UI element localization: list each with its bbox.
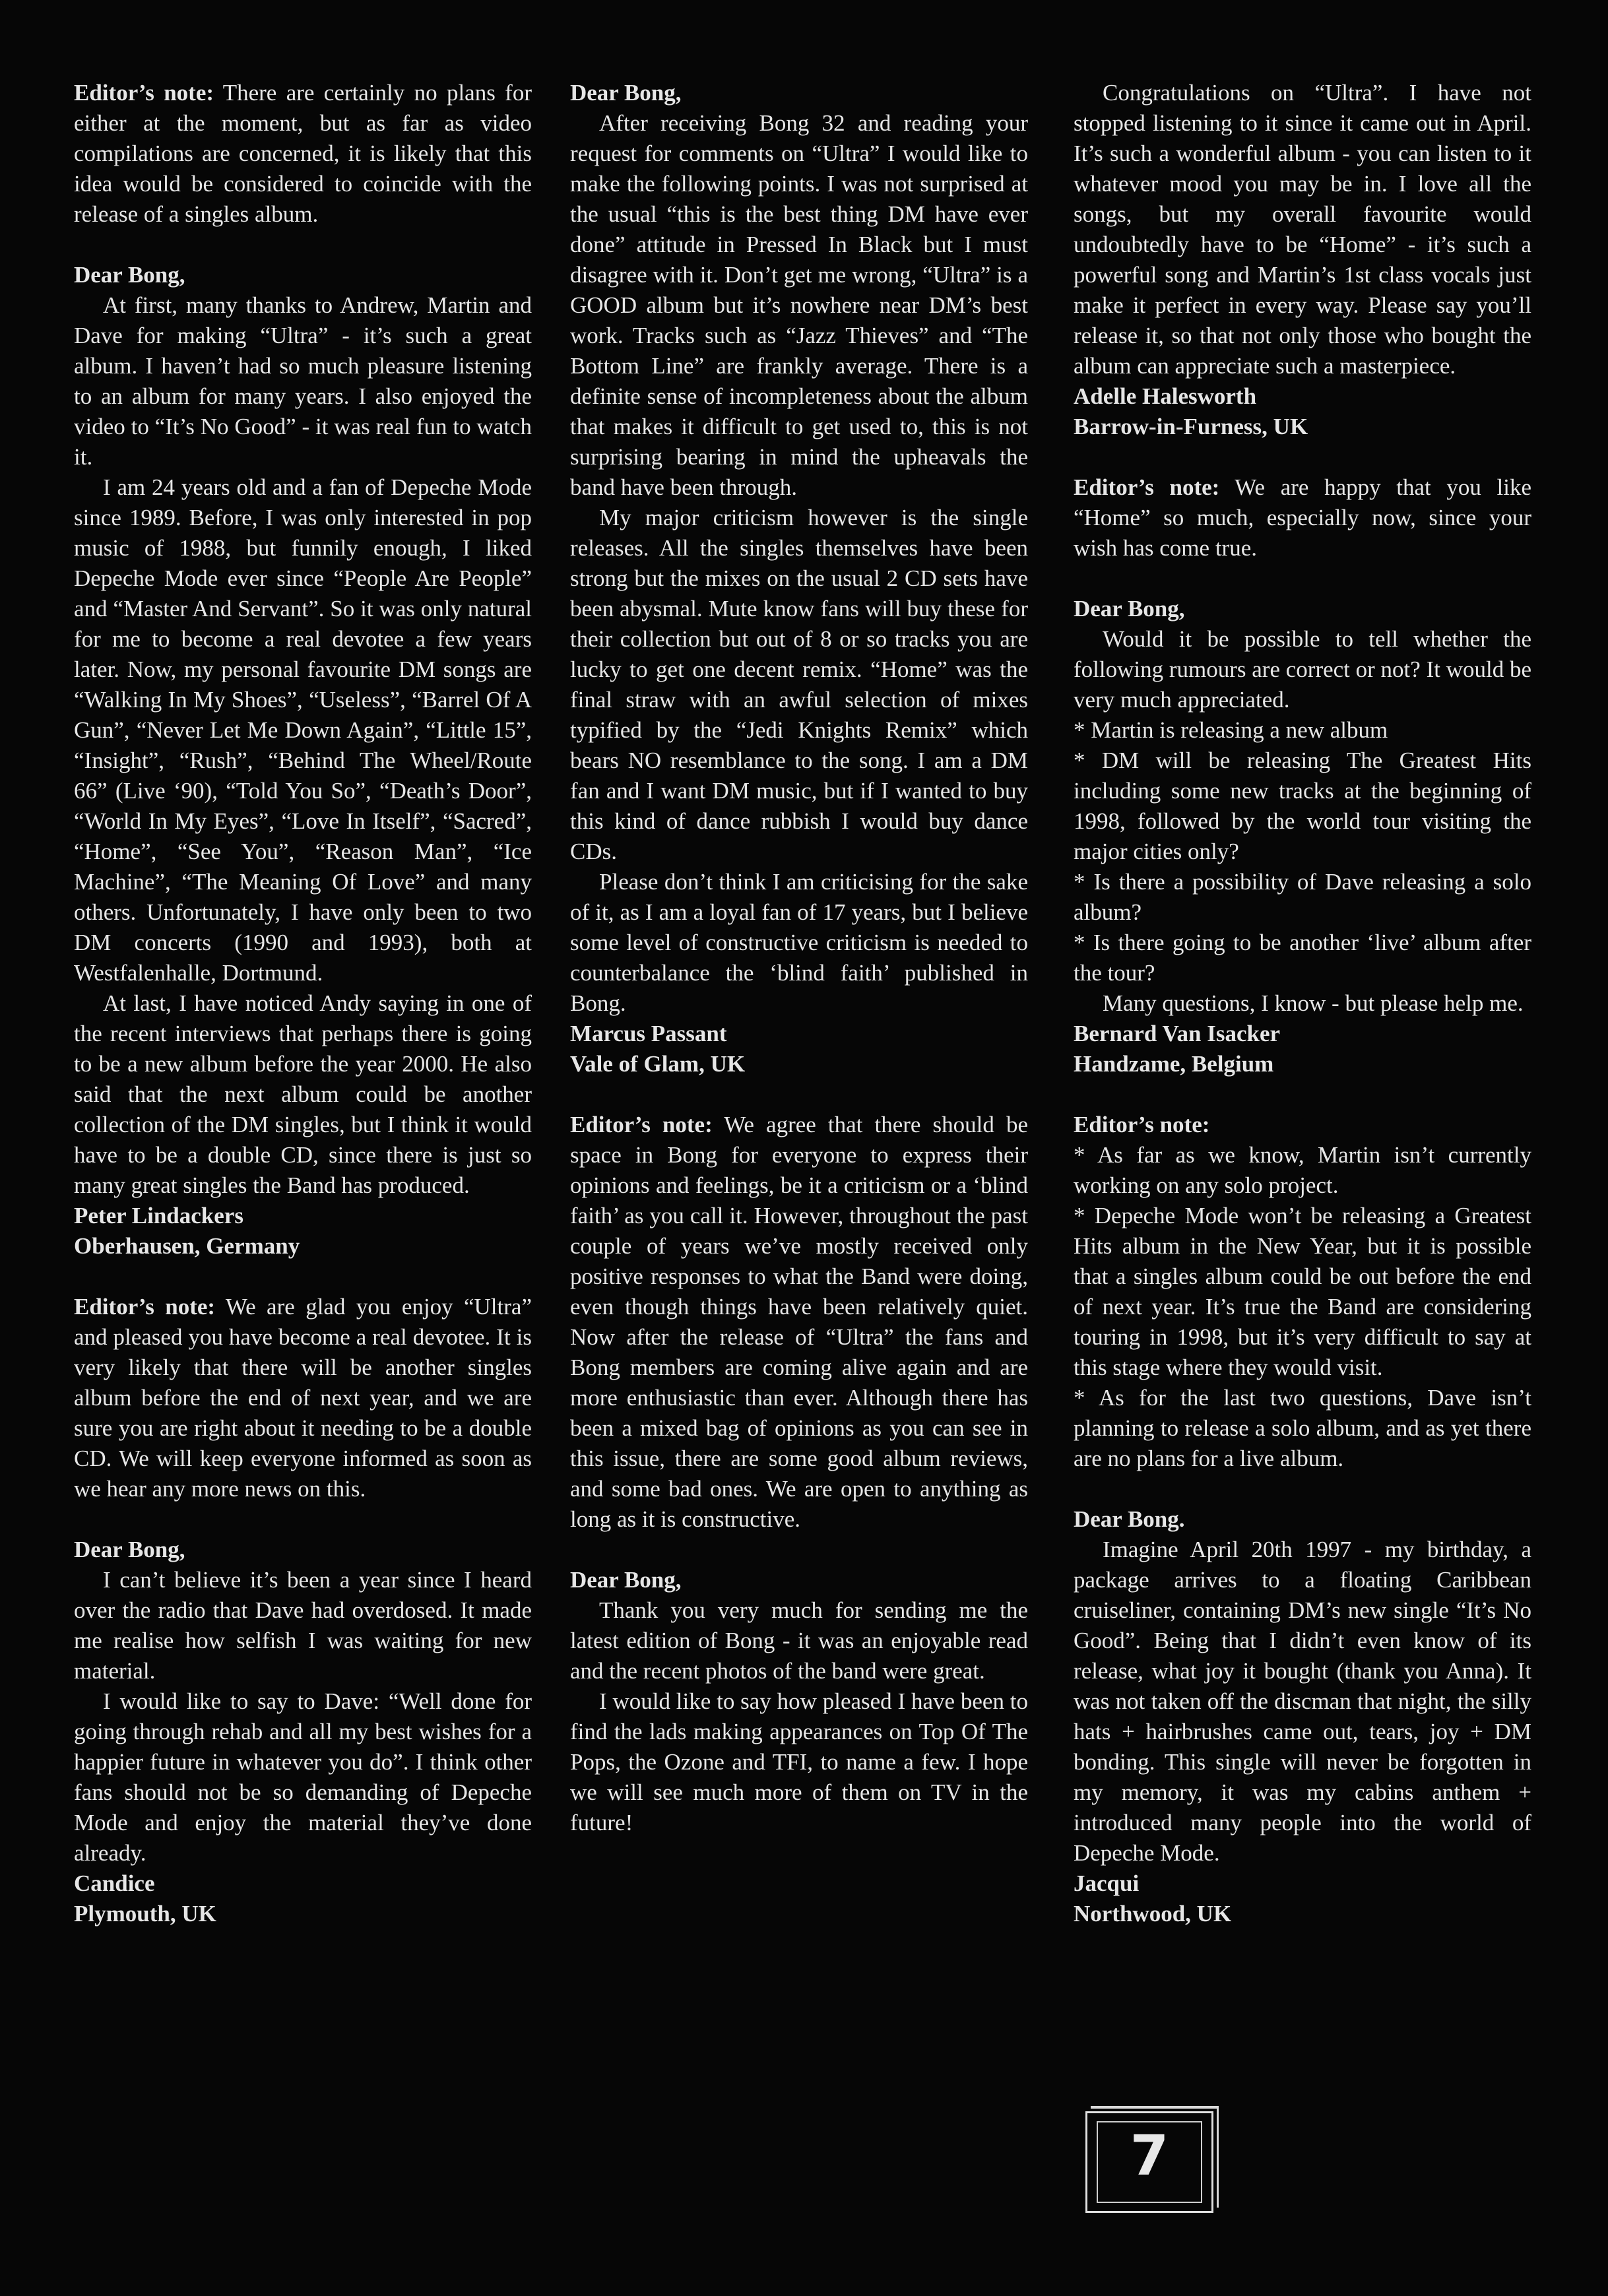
paragraph-gap [74,230,532,260]
letter-paragraph: Would it be possible to tell whether the following rumours are correct or not? It would be very much appreciated. [1074,626,1531,713]
bullet-item: * Is there a possibility of Dave releasing a solo album? [1074,869,1531,925]
letter-salutation: Dear Bong, [570,80,682,106]
letter-signature: Marcus Passant [570,1021,727,1046]
letter-signature: Adelle Halesworth [1074,383,1257,409]
bullet-item: * Is there going to be another ‘live’ album after the tour? [1074,930,1531,986]
letter-paragraph: I can’t believe it’s been a year since I heard over the radio that Dave had overdosed. It made me realise how selfish I was waiting for new material. [74,1567,532,1684]
letter-paragraph: I would like to say how pleased I have been to find the lads making appearances on Top Of The Pops, the Ozone and TFI, to name a few. I hope we will see much more of them on TV in the future! [570,1688,1028,1835]
editor-note-text: We agree that there should be space in Bong for everyone to express their opinions and feelings, be it a criticism or a ‘blind faith’ as you call it. However, throughout the past couple of years we’ve mostly received only positive responses to what the Band were doing, even though things have been relatively quiet. Now after the release of “Ultra” the fans and Bong members are coming alive again and are more enthusiastic than ever. Although there has been a mixed bag of opinions as you can see in this issue, there are some good album reviews, and some bad ones. We are open to anything as long as it is constructive. [570,1112,1028,1532]
letter-signature: Plymouth, UK [74,1901,216,1927]
letter-paragraph: Please don’t think I am criticising for the sake of it, as I am a loyal fan of 17 years, but I believe some level of constructive criticism is needed to counterbalance the ‘blind faith’ published in Bong. [570,869,1028,1016]
paragraph-gap [1074,1079,1531,1110]
letter-signature: Jacqui [1074,1870,1140,1896]
letter-signature: Peter Lindackers [74,1203,243,1228]
letter-paragraph: Congratulations on “Ultra”. I have not stopped listening to it since it came out in April. It’s such a wonderful album - you can listen to it whatever mood you may be in. I love all the songs, but my overall favourite would undoubtedly have to be “Home” - it’s such a powerful song and Martin’s 1st class vocals just make it perfect in every way. Please say you’ll release it, so that not only those who bought the album can appreciate such a masterpiece. [1074,80,1531,379]
paragraph-gap [74,1504,532,1535]
letter-salutation: Dear Bong, [74,1537,185,1562]
letter-signature: Handzame, Belgium [1074,1051,1274,1077]
page-number: 7 [1130,2123,1169,2188]
letter-signature: Oberhausen, Germany [74,1233,300,1259]
letter-salutation: Dear Bong, [570,1567,682,1593]
letter-paragraph: Thank you very much for sending me the latest edition of Bong - it was an enjoyable read and the recent photos of the band were great. [570,1597,1028,1684]
editor-note-text: We are glad you enjoy “Ultra” and pleased you have become a real devotee. It is very likely that there will be another singles album before the end of next year, and we are sure you are right about it needing to be a double CD. We will keep everyone informed as soon as we hear any more news on this. [74,1294,532,1502]
letter-signature: Candice [74,1870,155,1896]
editor-note-label: Editor’s note: [1074,474,1220,500]
letter-salutation: Dear Bong. [1074,1506,1185,1532]
editor-note-label: Editor’s note: [570,1112,713,1137]
bullet-item: * Martin is releasing a new album [1074,717,1388,743]
paragraph-gap [1074,1474,1531,1504]
paragraph-gap [74,1261,532,1292]
editor-note-label: Editor’s note: [74,1294,216,1320]
column-left [74,78,532,1929]
editor-note [570,1110,1028,1535]
letter-paragraph: I am 24 years old and a fan of Depeche Mode since 1989. Before, I was only interested in pop music of 1988, but funnily enough, I liked Depeche Mode ever since “People Are People” and “Master And Servant”. So it was only natural for me to become a real devotee a few years later. Now, my personal favourite DM songs are “Walking In My Shoes”, “Useless”, “Barrel Of A Gun”, “Never Let Me Down Again”, “Little 15”, “Insight”, “Rush”, “Behind The Wheel/Route 66” (Live ‘90), “Told You So”, “Death’s Door”, “World In My Eyes”, “Love In Itself”, “Sacred”, “Home”, “See You”, “Reason Man”, “Ice Machine”, “The Meaning Of Love” and many others. Unfortunately, I have only been to two DM concerts (1990 and 1993), both at Westfalenhalle, Dortmund. [74,474,532,986]
paragraph-gap [570,1079,1028,1110]
letter-paragraph: Many questions, I know - but please help me. [1103,990,1524,1016]
letter-paragraph: At first, many thanks to Andrew, Martin and Dave for making “Ultra” - it’s such a great album. I haven’t had so much pleasure listening to an album for many years. I also enjoyed the video to “It’s No Good” - it was real fun to watch it. [74,292,532,470]
letter-signature: Bernard Van Isacker [1074,1021,1281,1046]
letter-signature: Northwood, UK [1074,1901,1232,1927]
letter-salutation: Dear Bong, [74,262,185,288]
bullet-item: * Depeche Mode won’t be releasing a Greatest Hits album in the New Year, but it is possible that a singles album could be out before the end of next year. It’s true the Band are considering touring in 1998, but it’s very difficult to say at this stage where they would visit. [1074,1203,1531,1380]
letter-salutation: Dear Bong, [1074,596,1185,622]
page-number-box [1085,2111,1213,2213]
editor-note [1074,472,1531,563]
bullet-item: * As for the last two questions, Dave isn’t planning to release a solo album, and as yet there are no plans for a live album. [1074,1385,1531,1471]
paragraph-gap [570,1535,1028,1565]
editor-note-text: There are certainly no plans for either at the moment, but as far as video compilations are concerned, it is likely that this idea would be considered to coincide with the release of a singles album. [74,80,532,227]
paragraph-gap [1074,563,1531,594]
letter-paragraph: I would like to say to Dave: “Well done for going through rehab and all my best wishes for a happier future in whatever you do”. I think other fans should not be so demanding of Depeche Mode and enjoy the material they’ve done already. [74,1688,532,1866]
letter-salutation: Editor’s note: [1074,1112,1210,1137]
letter-paragraph: Imagine April 20th 1997 - my birthday, a package arrives to a floating Caribbean cruiseliner, containing DM’s new single “It’s No Good”. Being that I didn’t even know of its release, what joy it bought (thank you Anna). It was not taken off the discman that night, the silly hats + hairbrushes came out, tears, joy + DM bonding. This single will never be forgotten in my memory, it was my cabins anthem + introduced many people into the world of Depeche Mode. [1074,1537,1531,1866]
bullet-item: * As far as we know, Martin isn’t currently working on any solo project. [1074,1142,1531,1198]
editor-note-text: We are happy that you like “Home” so much, especially now, since your wish has come true. [1074,474,1531,561]
editor-note [74,1292,532,1504]
letter-paragraph: My major criticism however is the single releases. All the singles themselves have been strong but the mixes on the usual 2 CD sets have been abysmal. Mute know fans will buy these for their collection but out of 8 or so tracks you are lucky to get one decent remix. “Home” was the final straw with an awful selection of mixes typified by the “Jedi Knights Remix” which bears NO resemblance to the song. I am a DM fan and I want DM music, but if I wanted to buy this kind of dance rubbish I would buy dance CDs. [570,505,1028,864]
letter-paragraph: At last, I have noticed Andy saying in one of the recent interviews that perhaps there is going to be a new album before the year 2000. He also said that the next album could be another collection of the DM singles, but I think it would have to be a double CD, since there is just so many great singles the Band has produced. [74,990,532,1198]
column-middle [570,78,1028,1838]
letter-signature: Barrow-in-Furness, UK [1074,414,1308,439]
paragraph-gap [1074,442,1531,472]
editor-note-label: Editor’s note: [74,80,214,106]
column-right [1074,78,1531,1929]
editor-note [74,78,532,230]
bullet-item: * DM will be releasing The Greatest Hits including some new tracks at the beginning of 1998, followed by the world tour visiting the major cities only? [1074,748,1531,864]
letter-paragraph: After receiving Bong 32 and reading your request for comments on “Ultra” I would like to make the following points. I was not surprised at the usual “this is the best thing DM have ever done” attitude in Pressed In Black but I must disagree with it. Don’t get me wrong, “Ultra” is a GOOD album but it’s nowhere near DM’s best work. Tracks such as “Jazz Thieves” and “The Bottom Line” are frankly average. There is a definite sense of incompleteness about the album that makes it difficult to get used to, this is not surprising bearing in mind the upheavals the band have been through. [570,110,1028,500]
letter-signature: Vale of Glam, UK [570,1051,746,1077]
